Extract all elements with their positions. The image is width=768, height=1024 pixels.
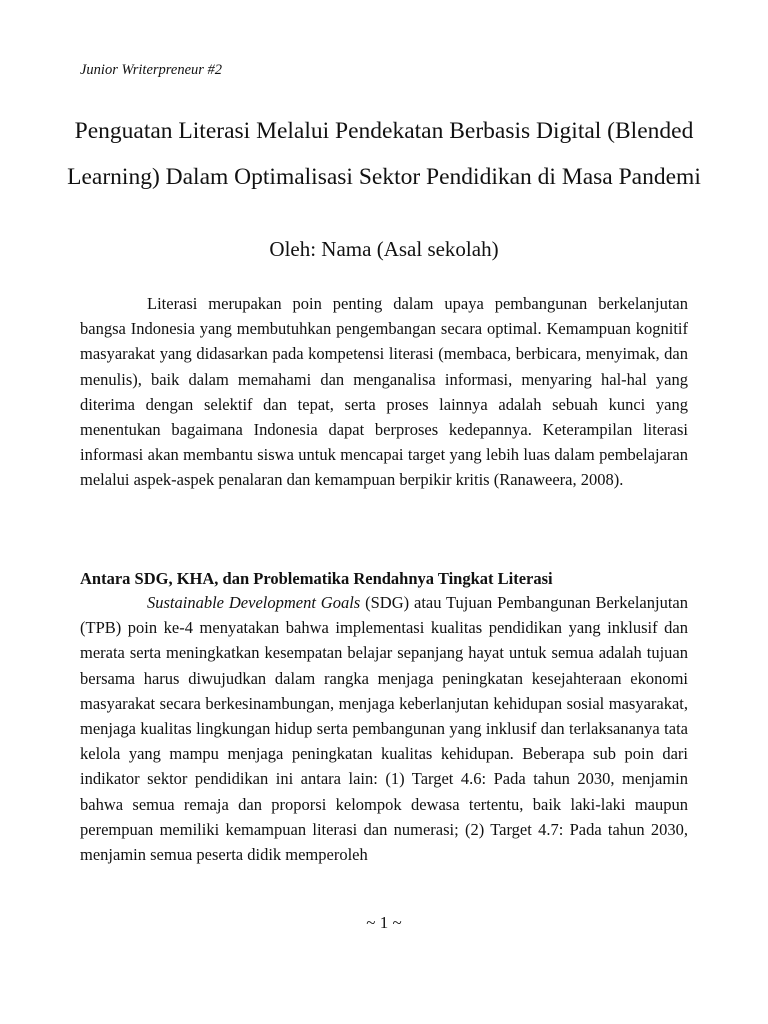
- article-title: Penguatan Literasi Melalui Pendekatan Berbasis Digital (Blended Learning) Dalam Optimalisasi Sektor Pendidikan di Masa Pandemi: [67, 118, 701, 190]
- section-heading: Antara SDG, KHA, dan Problematika Rendahnya Tingkat Literasi: [80, 569, 553, 588]
- paragraph-intro: Literasi merupakan poin penting dalam upaya pembangunan berkelanjutan bangsa Indonesia yang membutuhkan pengembangan secara optimal. Kemampuan kognitif masyarakat yang didasarkan pada kompetensi literasi (membaca, berbicara, menyimak, dan menulis), baik dalam memahami dan menganalisa informasi, menyaring hal-hal yang diterima dengan selektif dan tepat, serta proses lainnya adalah sebuah kunci yang menentukan bagaimana Indonesia dapat berproses kedepannya. Keterampilan literasi informasi akan membantu siswa untuk mencapai target yang lebih luas dalam pembelajaran melalui aspek-aspek penalaran dan kemampuan berpikir kritis (Ranaweera, 2008).: [80, 294, 688, 490]
- sdg-italic-term: Sustainable Development Goals: [147, 593, 361, 612]
- paragraph-sdg: [80, 590, 688, 867]
- page-number: ~ 1 ~: [366, 913, 402, 932]
- running-header: Junior Writerpreneur #2: [80, 62, 223, 78]
- author-byline: Oleh: Nama (Asal sekolah): [269, 237, 499, 261]
- paragraph-sdg-text: (SDG) atau Tujuan Pembangunan Berkelanjutan (TPB) poin ke-4 menyatakan bahwa implementasi kualitas pendidikan yang inklusif dan merata serta meningkatkan kesempatan belajar sepanjang hayat untuk semua adalah tujuan bersama harus diwujudkan dalam rangka menjaga peningkatan kesejahteraan ekonomi masyarakat secara berkesinambungan, menjaga keberlanjutan kehidupan sosial masyarakat, menjaga kualitas lingkungan hidup serta pembangunan yang inklusif dan terlaksananya tata kelola yang mampu menjaga peningkatan kualitas kehidupan. Beberapa sub poin dari indikator sektor pendidikan ini antara lain: (1) Target 4.6: Pada tahun 2030, menjamin bahwa semua remaja dan proporsi kelompok dewasa tertentu, baik laki-laki maupun perempuan memiliki kemampuan literasi dan numerasi; (2) Target 4.7: Pada tahun 2030, menjamin semua peserta didik memperoleh: [80, 593, 688, 865]
